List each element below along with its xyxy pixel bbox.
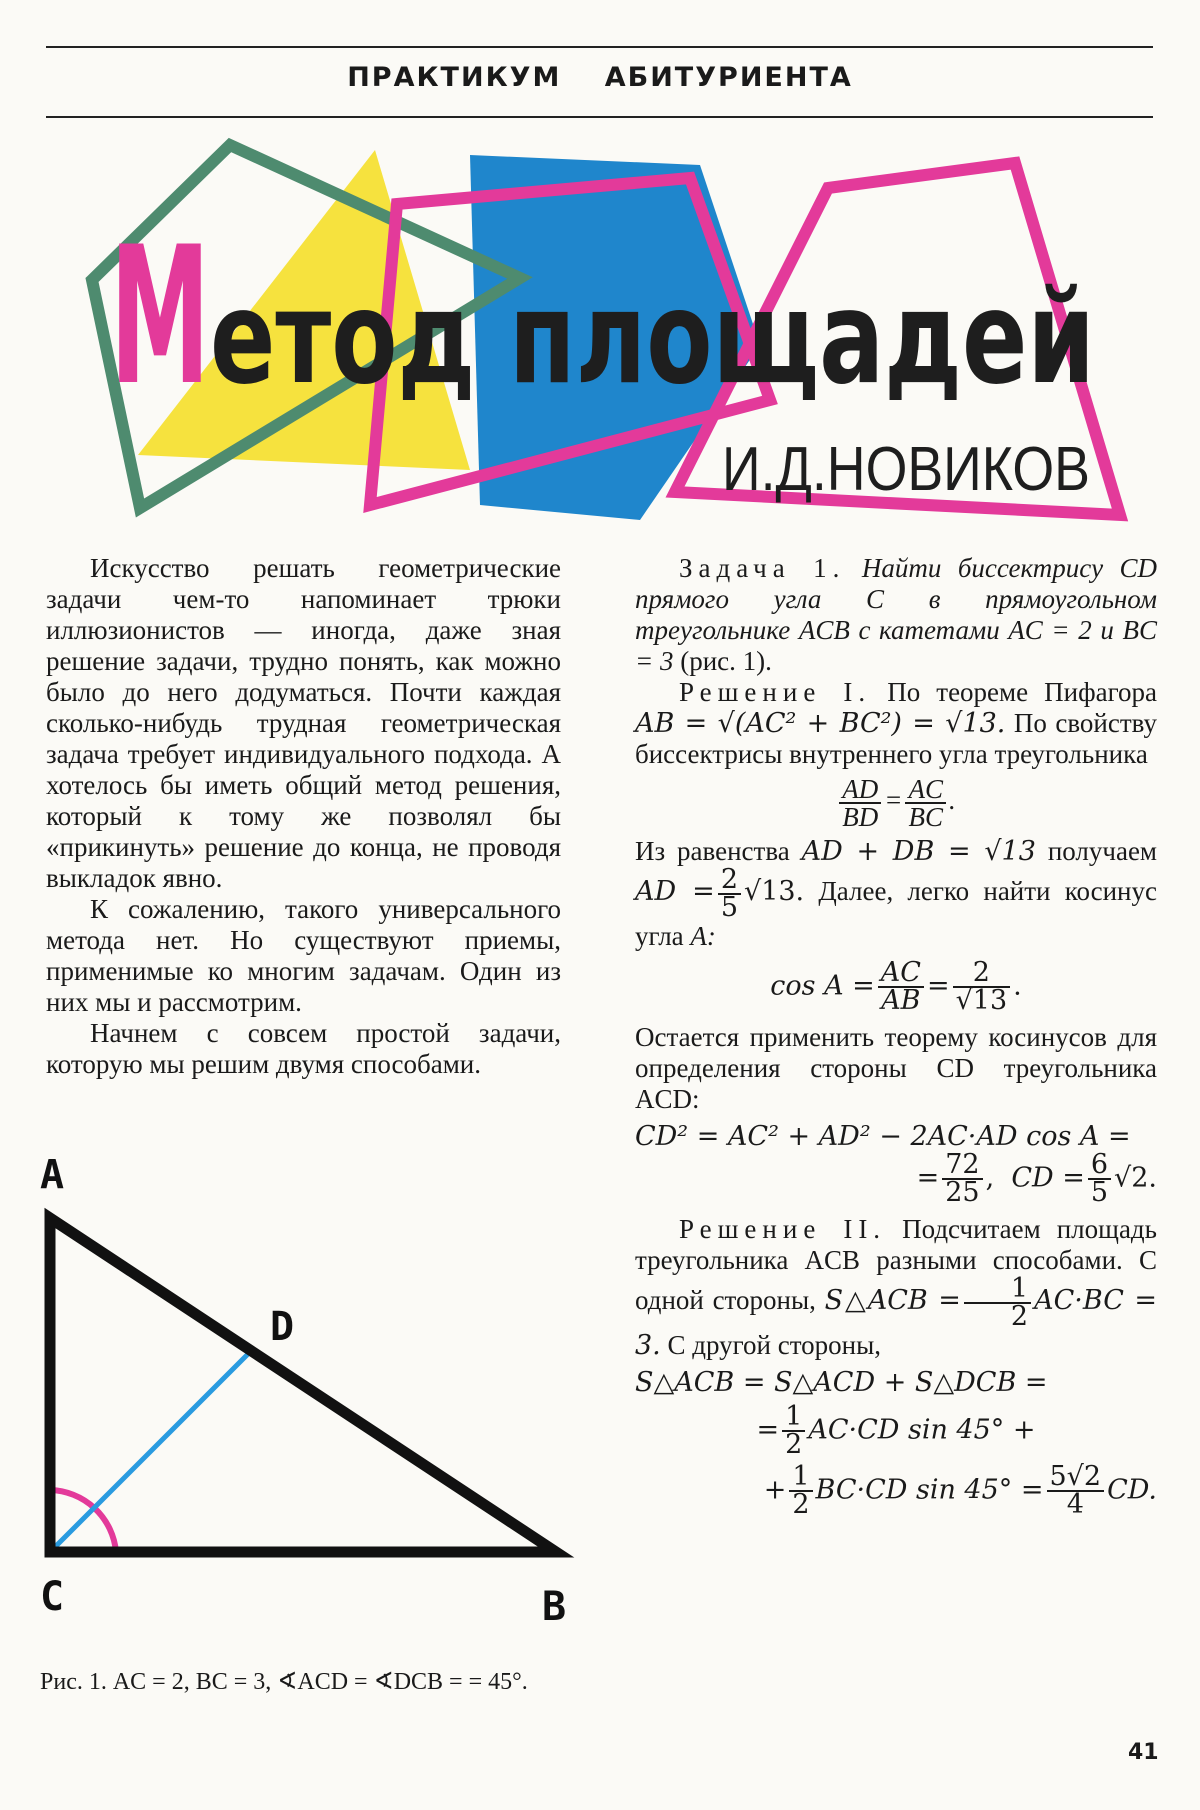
angle-A: A: [690, 921, 716, 951]
ad-den: 5 [720, 892, 738, 923]
ratio-num-1: AD [839, 776, 881, 804]
cd-rest: √2. [1114, 1162, 1157, 1194]
cd-num: 6 [1088, 1152, 1111, 1180]
label-B: B [542, 1584, 567, 1630]
final-den: 4 [1066, 1489, 1084, 1520]
label-A: A [40, 1152, 65, 1198]
solution2-text-1: Подсчитаем площадь треугольника ACB разными способами. С одной стороны, [635, 1214, 1157, 1316]
line1-half-num: 1 [782, 1404, 805, 1432]
triangle-ACB [50, 1218, 556, 1552]
figure-triangle [30, 1140, 590, 1630]
solution2-intro [635, 1214, 1157, 1361]
eq-area-sum: S△ACB = S△ACD + S△DCB = [635, 1367, 1048, 1398]
cos-num-1: AC [878, 960, 924, 988]
label-C: C [40, 1574, 65, 1620]
cos-lhs: cos A = [770, 970, 875, 1002]
header-word-1: ПРАКТИКУМ [347, 62, 562, 93]
res-den: 25 [945, 1177, 980, 1208]
cd-den: 5 [1090, 1177, 1109, 1208]
eq-bisector-ratio: $\frac{AD}{BD}$ = $\frac{AC}{BC}$ . [635, 776, 1157, 830]
solution1-intro [635, 677, 1157, 770]
eq-result: = $\frac{72}{25}$ , CD = $\frac{6}{5}$ √2. [916, 1149, 1157, 1208]
intro-column [46, 553, 561, 1080]
intro-paragraph-2: К сожалению, такого универсального метода нет. Но существуют приемы, применимые ко многим задачам. Один из них мы и рассмотрим. [46, 894, 561, 1017]
label-D: D [270, 1304, 295, 1350]
page-number: 41 [1128, 1740, 1159, 1765]
problem-ref: (рис. 1). [680, 646, 772, 676]
title-banner [0, 0, 1200, 540]
solution1-ad [635, 836, 1157, 952]
intro-paragraph-3: Начнем с совсем простой задачи, которую мы решим двумя способами. [46, 1018, 561, 1079]
intro-paragraph-1: Искусство решать геометрические задачи чем-то напоминает трюки иллюзионистов — иногда, даже зная решение задачи, трудно понять, как можно было до него додуматься. Почти каждая сколько-нибудь трудная геометрическая задача требует индивидуального подхода. А хотелось бы иметь общий метод решения, который к тому же позволял бы «прикинуть» решение до конца, не проводя выкладок явно. [46, 553, 561, 893]
solution1-label: Решение I. [679, 677, 872, 707]
ratio-den-1: BD [842, 802, 879, 832]
eq-area-line2: + $\frac{1}{2}$ BC·CD sin 45° = $\frac{5√2}{4}$ CD. [763, 1461, 1157, 1520]
ad-lhs: AD = [635, 876, 715, 908]
line2-text: BC·CD sin 45° = [815, 1474, 1044, 1506]
title-first-letter: М [110, 206, 210, 427]
ratio-den-2: BC [908, 802, 943, 832]
line1-half-den: 2 [785, 1429, 803, 1460]
bisector-CD [50, 1350, 252, 1552]
cos-den-1: AB [881, 985, 921, 1016]
problem-text: Найти биссектрису CD прямого угла C в прямоугольном треугольнике ACB с катетами AC = 2 и BC = 3 [635, 553, 1158, 676]
solution1-text-4: получаем [1047, 836, 1158, 866]
figure-caption: Рис. 1. AC = 2, BC = 3, ∢ACD = ∢DCB = = 45°. [40, 1669, 528, 1695]
eq-cos: cos A = $\frac{AC}{AB}$ = $\frac{2}{√13}$ . [770, 957, 1022, 1016]
header-word-2: АБИТУРИЕНТА [604, 62, 853, 93]
half-num: 1 [964, 1276, 1031, 1304]
solution1-text-2: По свойству биссектрисы внутреннего угла треугольника [635, 708, 1157, 769]
final-num: 5√2 [1047, 1464, 1105, 1492]
line1-text: AC·CD sin 45° + [808, 1414, 1036, 1446]
eq-sum: AD + DB = √13 [801, 836, 1036, 867]
solution1-text-1: По теореме Пифагора [887, 677, 1157, 707]
eq-cosine-law: CD² = AC² + AD² − 2AC·AD cos A = [635, 1121, 1131, 1152]
final-rest: CD. [1107, 1474, 1157, 1506]
cd-lhs: CD = [1011, 1162, 1085, 1194]
title-text: етод площадей [210, 264, 1095, 413]
solution1-text-5: Далее, легко найти косинус угла [635, 876, 1157, 951]
problem-statement [635, 553, 1157, 677]
res-num: 72 [942, 1152, 982, 1180]
ratio-num-2: AC [905, 776, 946, 804]
problem-label: Задача 1. [679, 553, 846, 583]
solution2-label: Решение II. [679, 1214, 887, 1244]
area-rhs: AC·BC = 3. [635, 1285, 1158, 1361]
cos-num-2: 2 [953, 960, 1011, 988]
solution1-text-3: Из равенства [635, 836, 790, 866]
solution1-text-6: Остается применить теорему косинусов для определения стороны CD треугольника ACD: [635, 1022, 1157, 1114]
author: И.Д.НОВИКОВ [722, 435, 1090, 504]
eq-pythagoras: AB = √(AC² + BC²) = √13. [635, 708, 1006, 739]
solution2-text-2: С другой стороны, [667, 1330, 882, 1360]
area-lhs: S△ACB = [824, 1285, 961, 1317]
half-den: 2 [1010, 1301, 1029, 1332]
ad-num: 2 [718, 867, 741, 895]
ad-rest: √13. [744, 876, 805, 908]
solution-column [635, 553, 1157, 1524]
line2-half-num: 1 [789, 1464, 812, 1492]
line2-half-den: 2 [792, 1489, 810, 1520]
cos-den-2: √13 [955, 985, 1008, 1016]
eq-area-line1: = $\frac{1}{2}$ AC·CD sin 45° + [756, 1401, 1036, 1460]
